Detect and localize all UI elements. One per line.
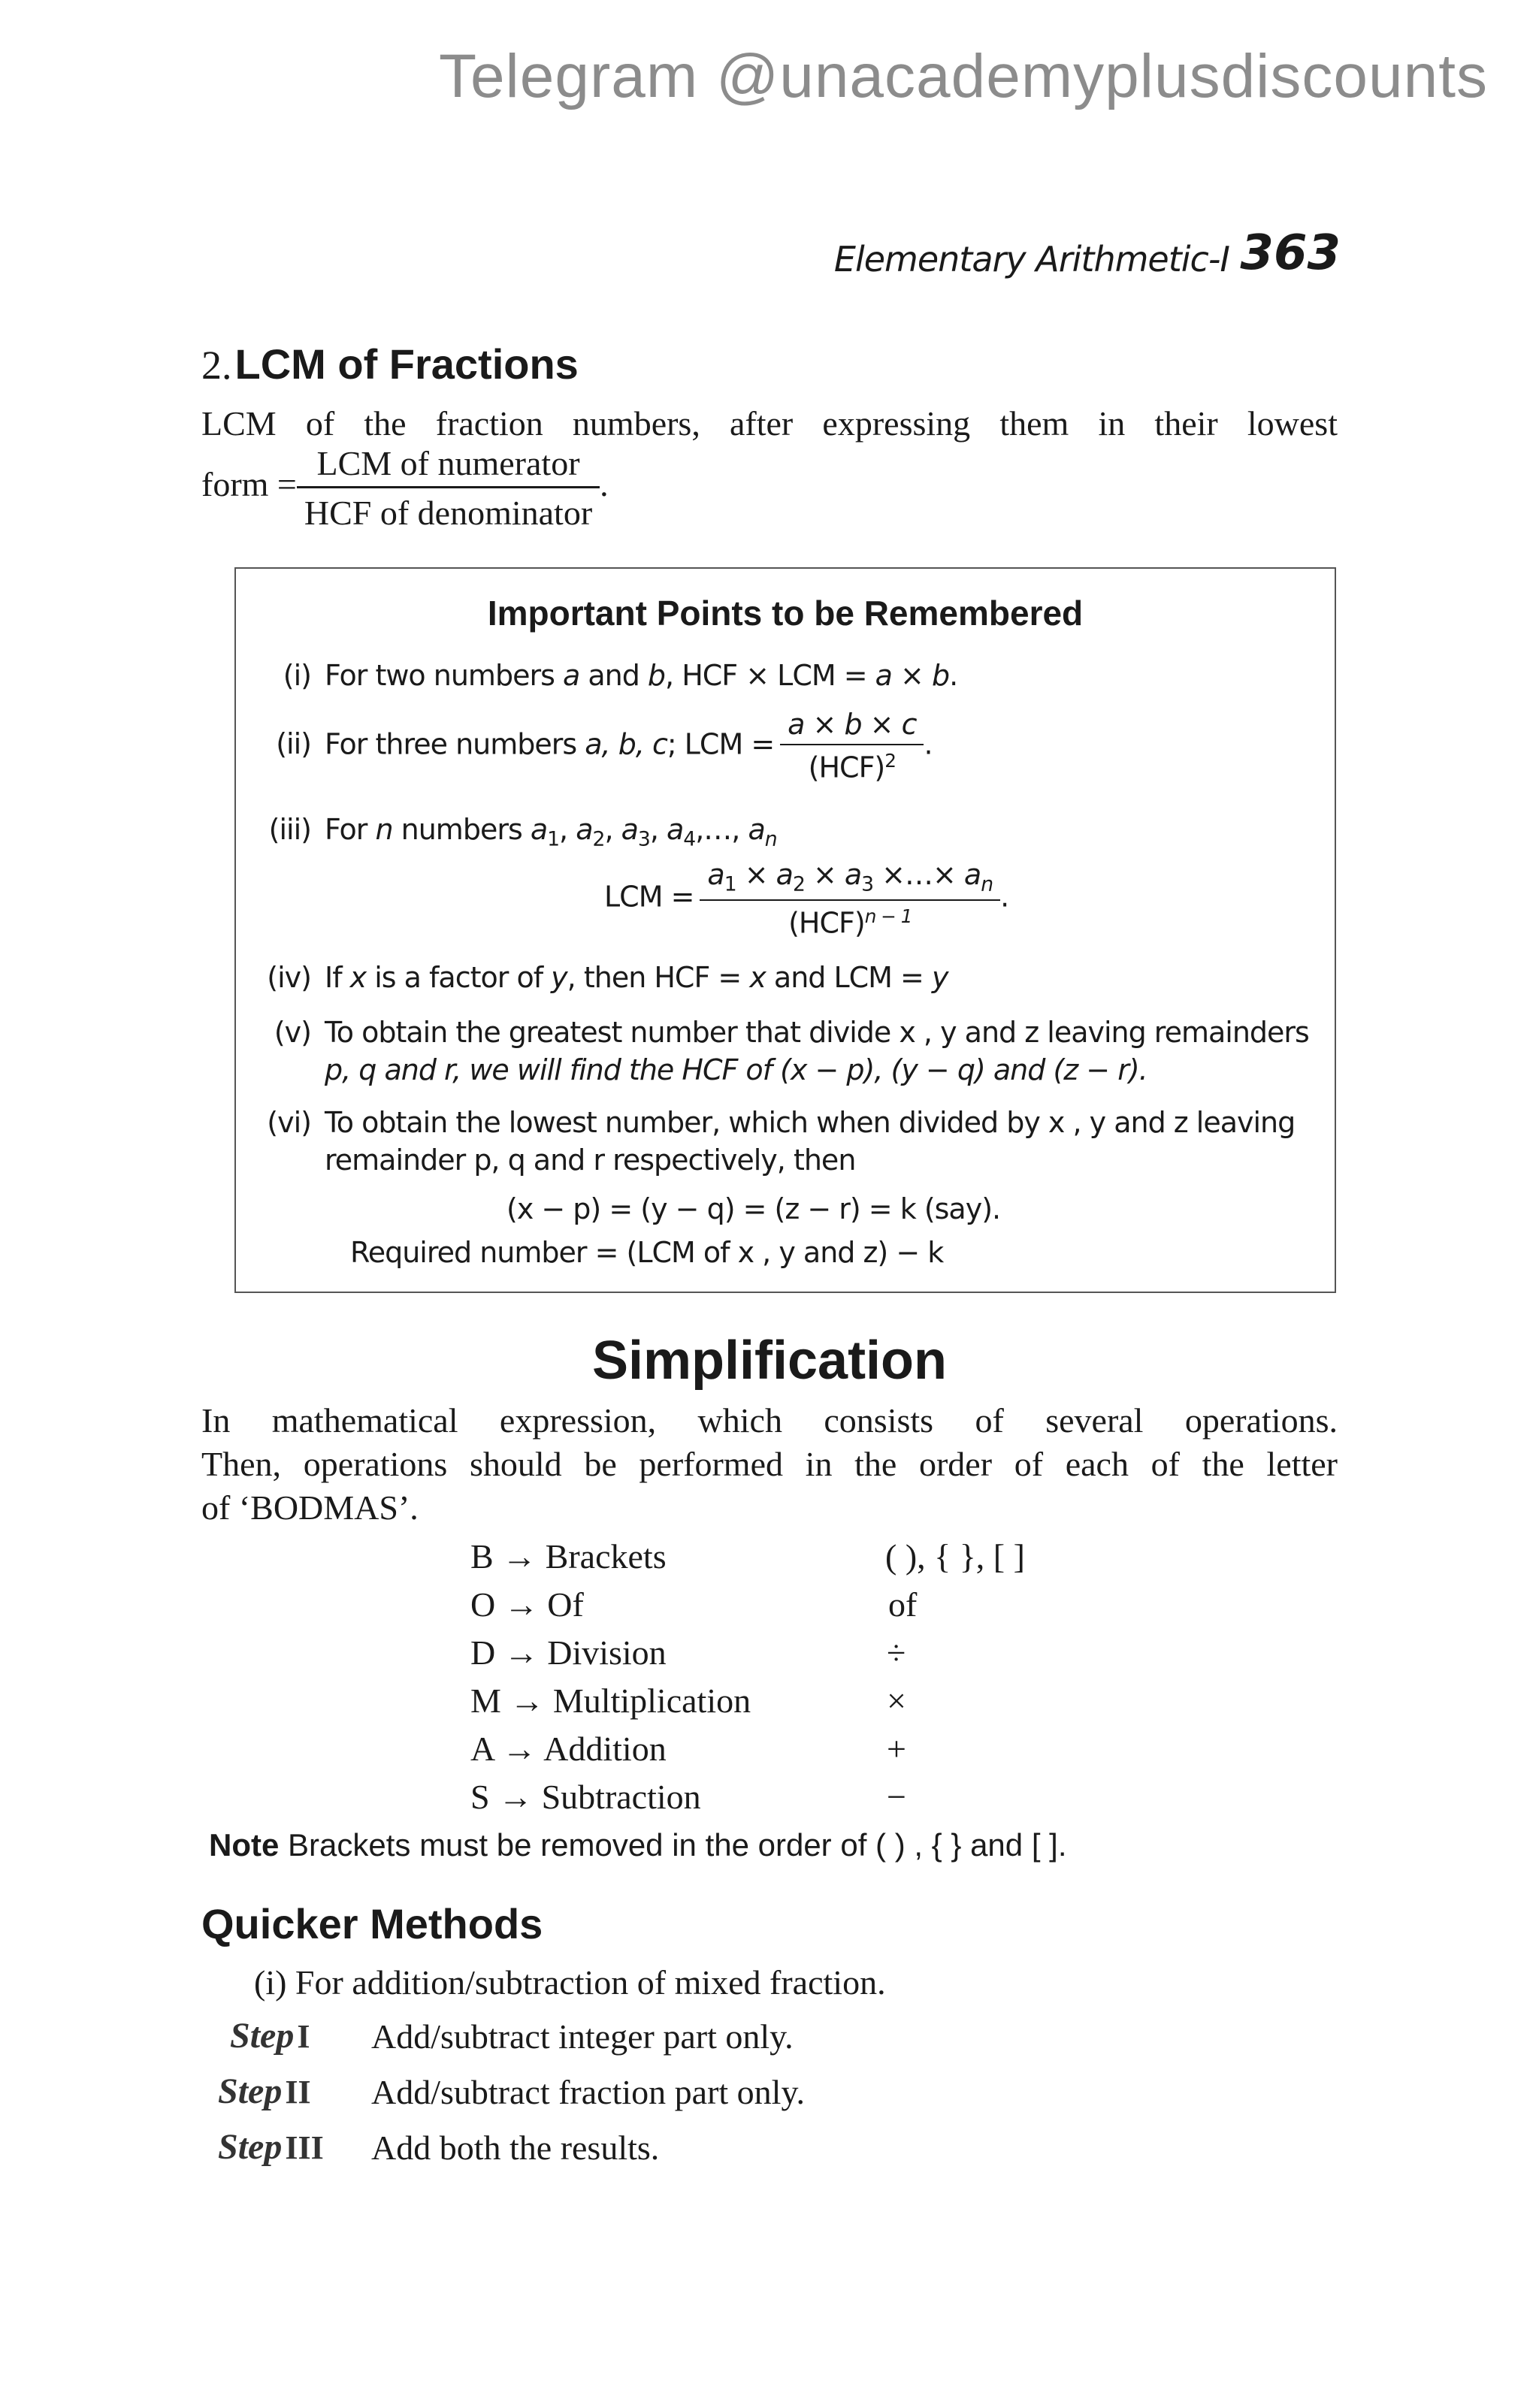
quicker-heading: Quicker Methods <box>201 1900 543 1947</box>
text: To obtain the lowest number, which when divided by x , y and z leaving <box>325 1106 1296 1139</box>
exponent: 2 <box>884 750 896 772</box>
text: For three numbers <box>325 727 585 761</box>
point-label: (iv) <box>267 961 311 994</box>
point-3-formula <box>604 858 1008 939</box>
var: a <box>776 858 793 891</box>
point-5-line2: p, q and r, we will find the HCF of (x − p), (y − q) and (z − r). <box>325 1053 1147 1086</box>
point-4 <box>251 961 948 994</box>
hcf: (HCF) <box>808 751 885 784</box>
box-title: Important Points to be Remembered <box>487 594 1084 633</box>
point-5 <box>251 1016 1318 1086</box>
var: b <box>647 659 666 692</box>
text: , HCF × LCM = <box>665 659 875 692</box>
note-text: Brackets must be removed in the order of ( ) , { } and [ ]. <box>279 1827 1067 1863</box>
watermark: Telegram @unacademyplusdiscounts <box>438 42 1488 110</box>
bodmas-note <box>209 1827 1067 1863</box>
var: n <box>375 813 393 846</box>
sub: 1 <box>547 827 560 851</box>
sub: 2 <box>592 827 605 851</box>
sub: 1 <box>724 872 736 896</box>
bodmas-b: B → Brackets <box>470 1537 667 1576</box>
step-word: Step <box>230 2016 295 2056</box>
text: . <box>949 659 958 692</box>
var: a <box>621 813 638 846</box>
heading-number: 2. <box>201 343 232 388</box>
point-3: (iii) For n numbers $a_1$, $a_2$, $a_3$, $a_4,\dots$, $a_n$ <box>251 813 777 851</box>
point-6-required: Required number = (LCM of x , y and z) − k <box>350 1236 944 1269</box>
point-label: (i) <box>283 659 311 692</box>
step-3-text: Add both the results. <box>371 2129 660 2167</box>
text: and <box>579 659 648 692</box>
exponent: n − 1 <box>864 905 912 927</box>
fraction-numerator <box>700 858 1000 901</box>
text: If <box>325 961 350 994</box>
important-points-box <box>234 567 1336 1293</box>
step-word: Step <box>218 2071 283 2111</box>
var: a <box>844 858 862 891</box>
bodmas-m-symbol: × <box>887 1681 906 1720</box>
bodmas-d: D → Division <box>470 1633 667 1672</box>
fraction-denominator: HCF of denominator <box>304 494 593 532</box>
lcm-label: LCM = <box>604 880 694 914</box>
lcm-n-fraction <box>700 858 1000 939</box>
step-word: Step <box>218 2127 283 2167</box>
dots: ×…× <box>873 858 964 891</box>
note-label: Note <box>209 1827 280 1863</box>
fraction-numerator: a × b × c <box>780 708 924 745</box>
text: , then HCF = <box>567 961 750 994</box>
step-2-text: Add/subtract fraction part only. <box>371 2073 805 2111</box>
simp-para-line2: Then, operations should be performed in the order of each of the letter <box>201 1445 1338 1483</box>
point-1 <box>251 659 957 692</box>
text: × <box>891 659 932 692</box>
fraction-numerator: LCM of numerator <box>297 443 600 488</box>
vars: a, b, c <box>585 727 667 761</box>
text: For <box>325 813 376 846</box>
page-number: 363 <box>1240 225 1341 281</box>
times: × <box>736 858 776 891</box>
heading-text: LCM of Fractions <box>234 340 579 388</box>
bodmas-s: S → Subtraction <box>470 1778 701 1816</box>
point-label: (v) <box>274 1016 311 1049</box>
lcm-fraction <box>297 443 600 533</box>
point-6-line2: remainder p, q and r respectively, then <box>325 1144 856 1177</box>
point-6 <box>251 1106 1318 1177</box>
bodmas-d-symbol: ÷ <box>887 1633 906 1672</box>
sub: 4 <box>683 827 696 851</box>
var: a <box>562 659 580 692</box>
var: a <box>530 813 548 846</box>
var: a <box>576 813 593 846</box>
bodmas-o: O → Of <box>470 1585 584 1624</box>
sub: 3 <box>861 872 874 896</box>
text: and LCM = <box>765 961 932 994</box>
simplification-heading: Simplification <box>591 1331 948 1391</box>
bodmas-b-symbol: ( ), { }, [ ] <box>885 1537 1025 1576</box>
var: x <box>749 961 766 994</box>
lcm-line1: LCM of the fraction numbers, after expressing them in their lowest <box>201 404 1338 443</box>
end-dot: . <box>1000 880 1009 914</box>
step-roman: III <box>285 2129 324 2166</box>
end-dot: . <box>924 727 933 761</box>
bodmas-o-symbol: of <box>888 1585 918 1624</box>
var: a <box>963 858 981 891</box>
point-label: (vi) <box>267 1106 311 1139</box>
point-5-line1 <box>251 1016 1318 1049</box>
point-label: (iii) <box>268 813 311 846</box>
point-label: (ii) <box>276 727 311 761</box>
sub: 2 <box>792 872 805 896</box>
text: is a factor of <box>366 961 552 994</box>
var: a <box>875 659 892 692</box>
text: ; LCM = <box>667 727 775 761</box>
lcm-three-fraction <box>780 708 924 784</box>
step-1-text: Add/subtract integer part only. <box>371 2017 794 2056</box>
fraction-denominator <box>780 745 924 784</box>
simp-para-line1: In mathematical expression, which consists of several operations. <box>201 1401 1338 1440</box>
fraction-denominator <box>700 901 1000 940</box>
var: y <box>931 961 948 994</box>
point-6-equation: (x − p) = (y − q) = (z − r) = k (say). <box>506 1192 1001 1225</box>
simp-para-line3: of ‘BODMAS’. <box>201 1488 419 1527</box>
var: x <box>349 961 367 994</box>
times: × <box>804 858 845 891</box>
var: y <box>551 961 567 994</box>
point-6-line1 <box>251 1106 1318 1139</box>
text: To obtain the greatest number that divide x , y and z leaving remainders <box>325 1016 1309 1049</box>
text: numbers <box>392 813 531 846</box>
bodmas-a: A → Addition <box>470 1730 667 1768</box>
point-2 <box>251 708 933 784</box>
bodmas-s-symbol: − <box>887 1778 906 1816</box>
step-1 <box>230 2015 310 2056</box>
step-2 <box>218 2071 311 2112</box>
var: b <box>931 659 950 692</box>
lcm-formula <box>201 443 609 533</box>
bodmas-a-symbol: + <box>887 1730 906 1768</box>
hcf: (HCF) <box>788 906 865 940</box>
sub: n <box>981 872 993 896</box>
quicker-item-1: (i) For addition/subtraction of mixed fraction. <box>254 1963 886 2002</box>
step-3 <box>218 2126 324 2168</box>
form-label: form = <box>201 465 297 504</box>
step-roman: II <box>285 2074 311 2110</box>
sub: n <box>764 827 777 851</box>
lcm-heading <box>201 340 579 388</box>
step-roman: I <box>297 2018 310 2055</box>
dots: ,…, <box>695 813 740 846</box>
var: a <box>748 813 765 846</box>
text: For two numbers <box>325 659 563 692</box>
var: a <box>707 858 724 891</box>
bodmas-m: M → Multiplication <box>470 1681 751 1720</box>
sub: 3 <box>637 827 650 851</box>
running-title: Elementary Arithmetic-I <box>833 239 1229 279</box>
var: a <box>667 813 684 846</box>
end-dot: . <box>600 465 609 504</box>
